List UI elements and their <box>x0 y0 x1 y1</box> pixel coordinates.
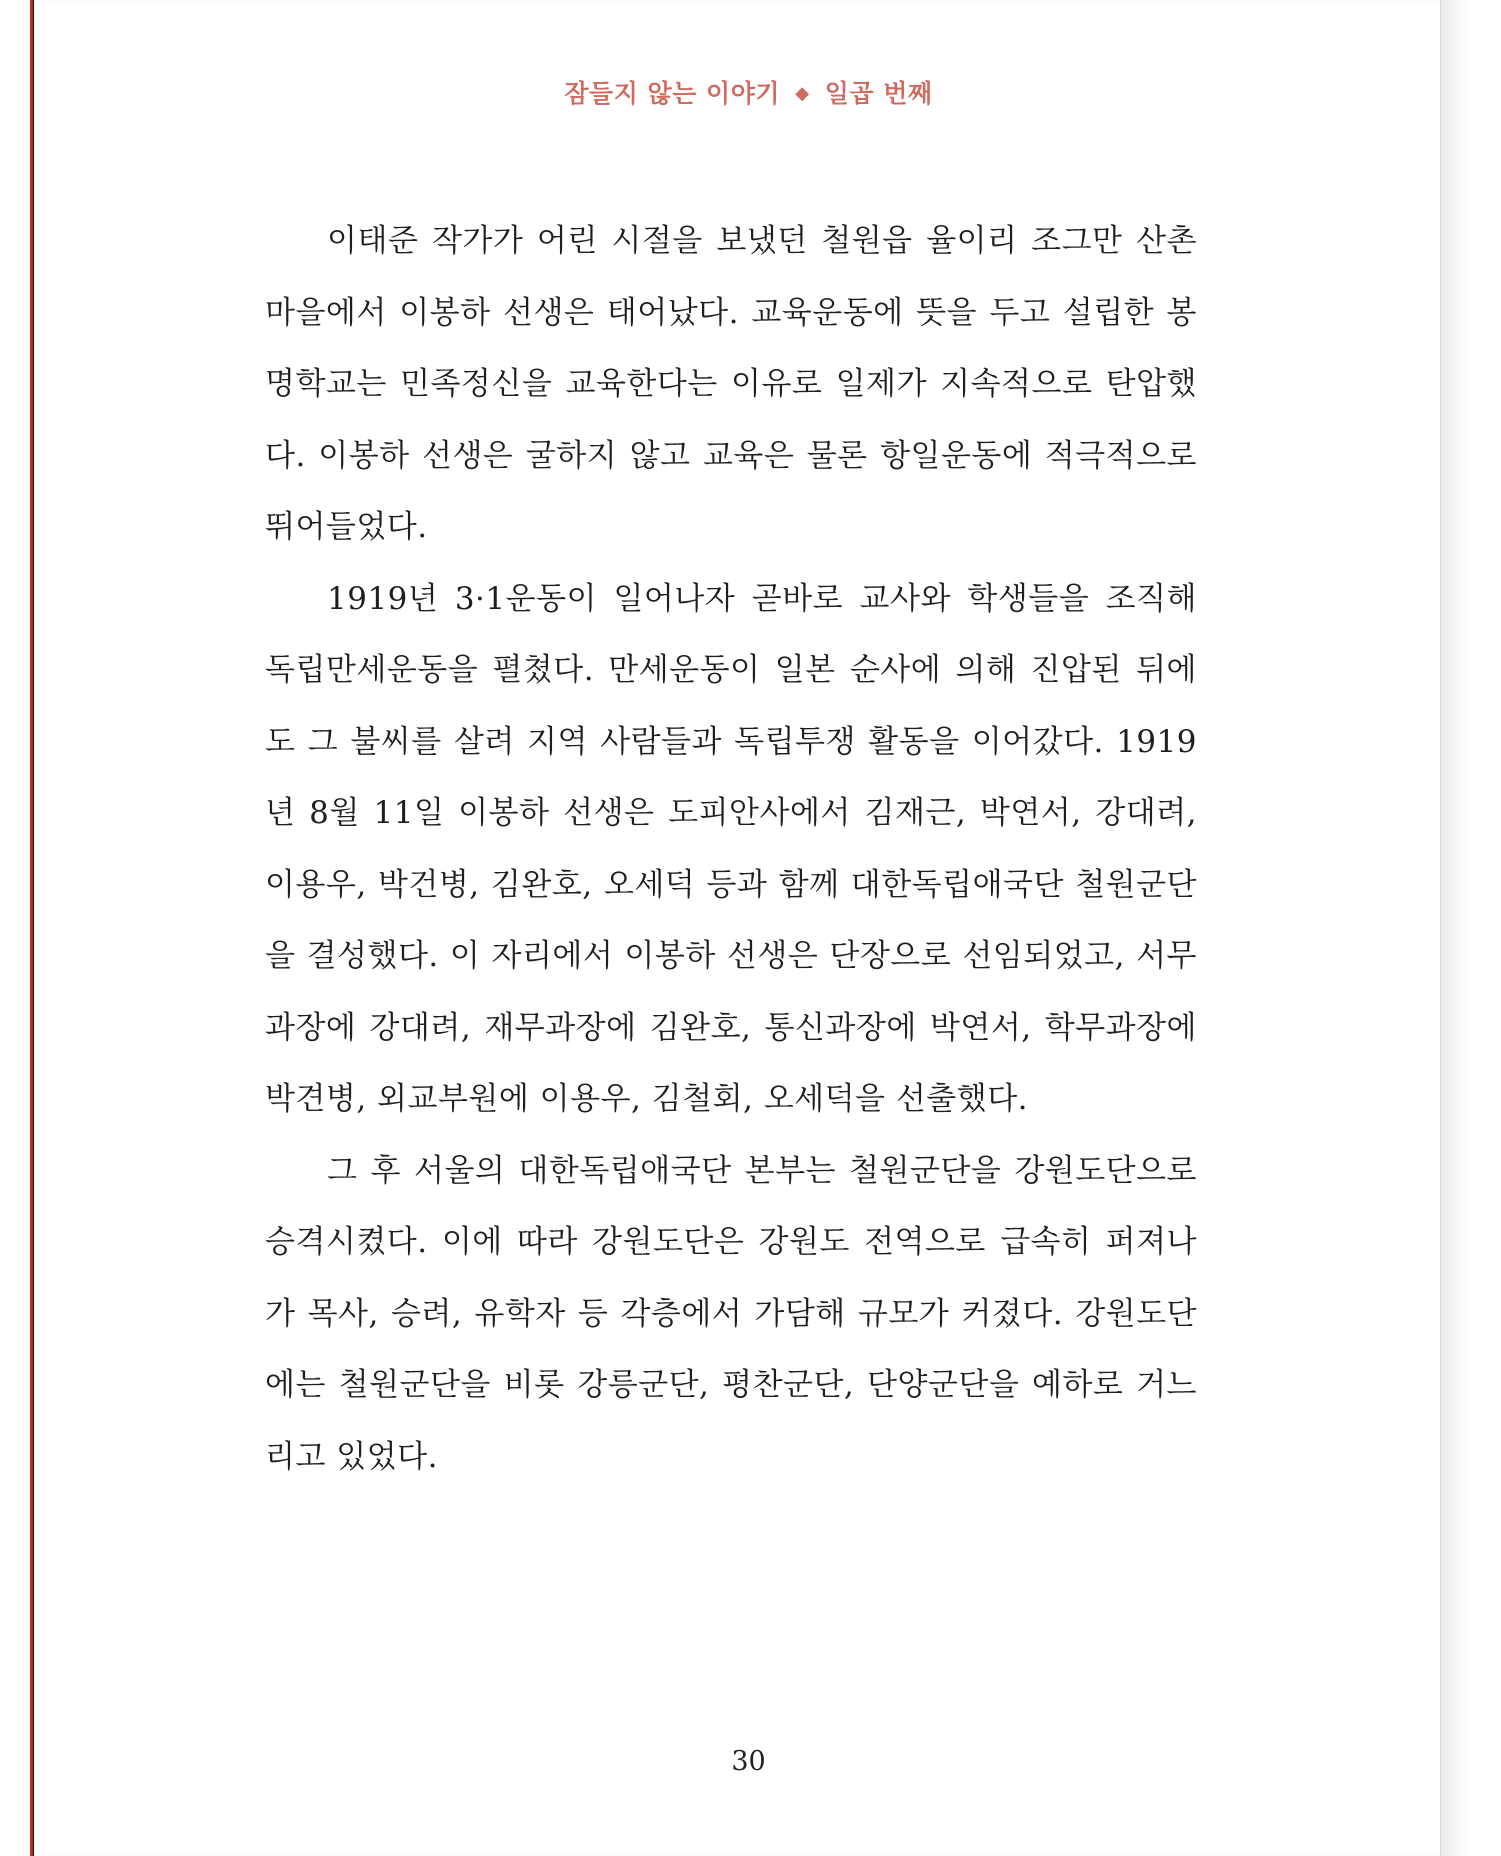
page-binding-edge <box>0 0 34 1856</box>
paragraph-2: 1919년 3·1운동이 일어나자 곧바로 교사와 학생들을 조직해 독립만세운동을 펼쳤다. 만세운동이 일본 순사에 의해 진압된 뒤에도 그 불씨를 살려 지역 사람들과 독립투쟁 활동을 이어갔다. 1919년 8월 11일 이봉하 선생은 도피안사에서 김재근, 박연서, 강대려, 이용우, 박건병, 김완호, 오세덕 등과 함께 대한독립애국단 철원군단을 결성했다. 이 자리에서 이봉하 선생은 단장으로 선임되었고, 서무과장에 강대려, 재무과장에 김완호, 통신과장에 박연서, 학무과장에 박견병, 외교부원에 이용우, 김철회, 오세덕을 선출했다. <box>265 580 1197 1117</box>
chapter-label: 일곱 번째 <box>824 79 933 108</box>
paragraph-1: 이태준 작가가 어린 시절을 보냈던 철원읍 율이리 조그만 산촌마을에서 이봉하 선생은 태어났다. 교육운동에 뜻을 두고 설립한 봉명학교는 민족정신을 교육한다는 이유로 일제가 지속적으로 탄압했다. 이봉하 선생은 굴하지 않고 교육은 물론 항일운동에 적극적으로 뛰어들었다. <box>265 223 1197 545</box>
diamond-separator-icon: ◆ <box>795 83 810 104</box>
running-header <box>36 74 1461 110</box>
page-curl-shadow <box>1440 0 1471 1856</box>
page-number: 30 <box>731 1746 766 1777</box>
body-text <box>265 206 1197 1493</box>
series-title: 잠들지 않는 이야기 <box>564 79 780 108</box>
book-page <box>36 0 1471 1856</box>
paragraph-3: 그 후 서울의 대한독립애국단 본부는 철원군단을 강원도단으로 승격시켰다. 이에 따라 강원도단은 강원도 전역으로 급속히 퍼져나가 목사, 승려, 유학자 등 각층에서 가담해 규모가 커졌다. 강원도단에는 철원군단을 비롯 강릉군단, 평찬군단, 단양군단을 예하로 거느리고 있었다. <box>265 1152 1197 1475</box>
